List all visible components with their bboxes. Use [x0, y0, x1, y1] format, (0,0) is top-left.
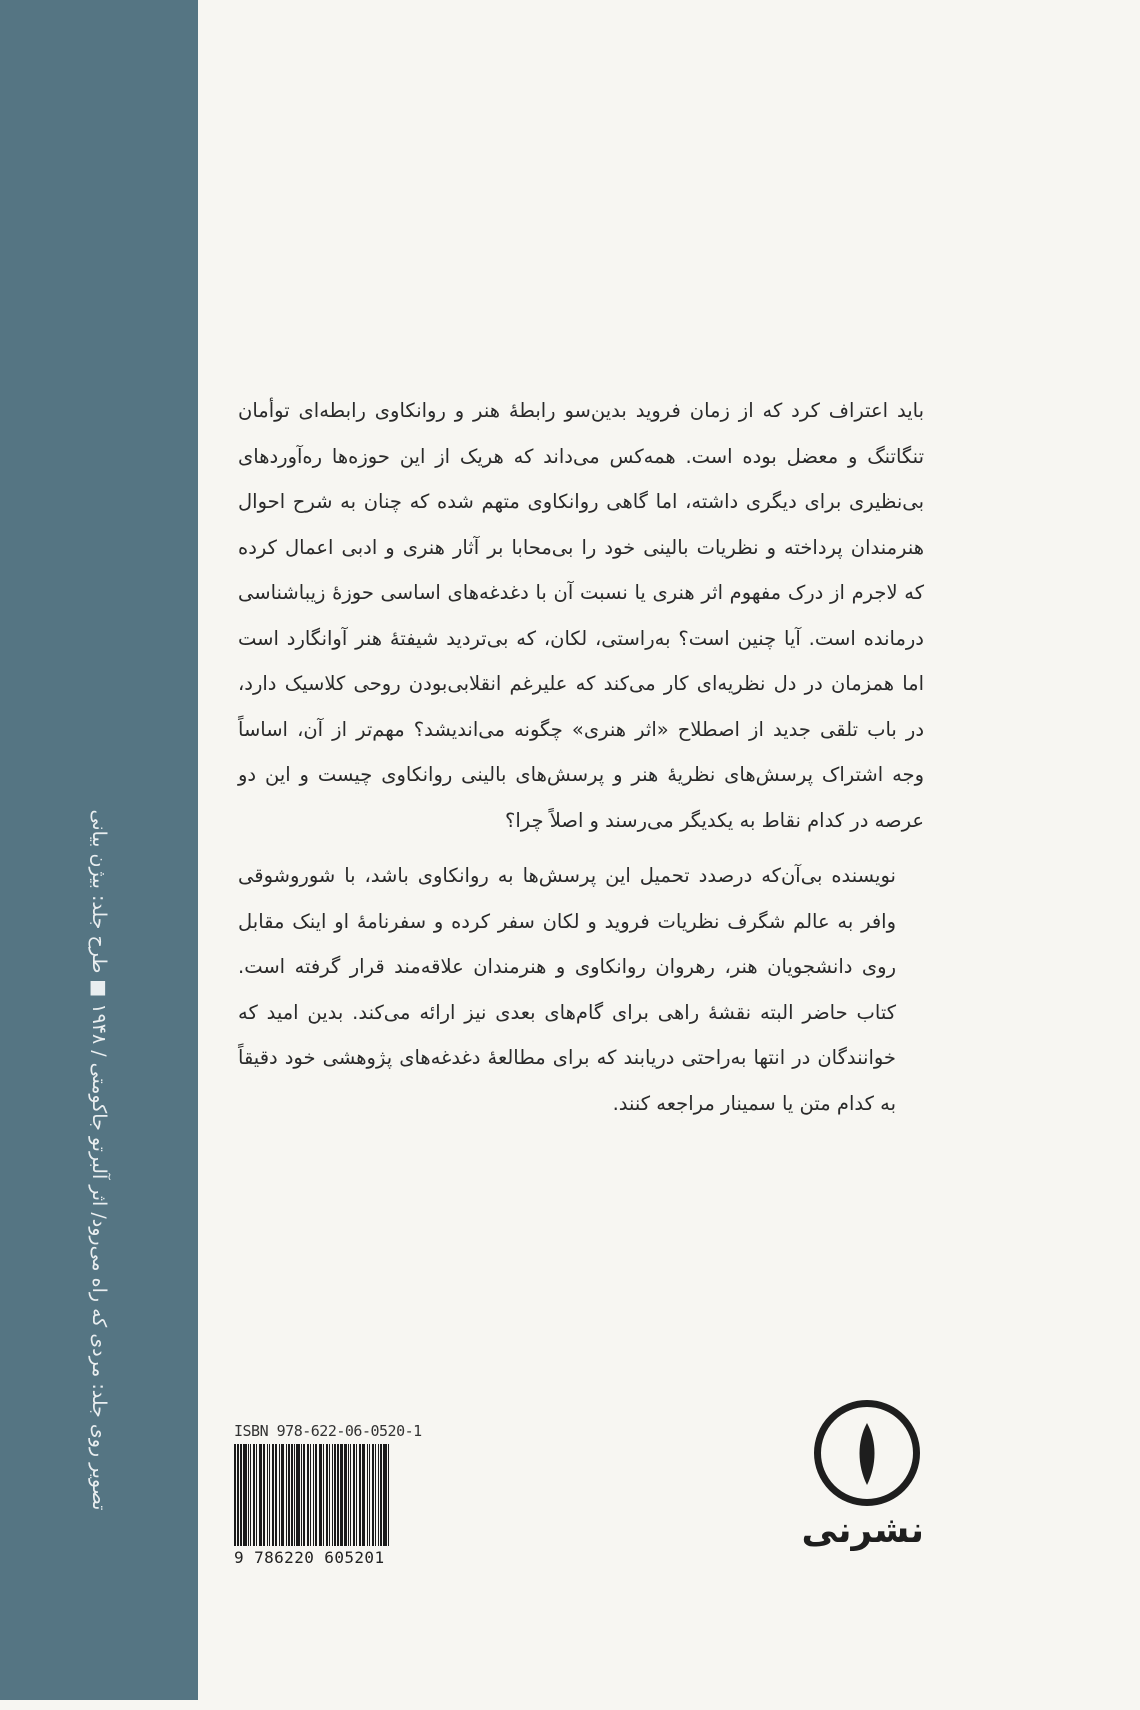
blurb-paragraph-1: باید اعتراف کرد که از زمان فروید بدین‌سو رابطهٔ هنر و روانکاوی رابطه‌ای توأمان تنگاتنگ و معضل بوده است. همه‌کس می‌داند که هریک از این حوزه‌ها ره‌آوردهای بی‌نظیری برای دیگری داشته، اما گاهی روانکاوی متهم شده که چنان به شرح احوال هنرمندان پرداخته و نظریات بالینی خود را بی‌محابا بر آثار هنری و ادبی اعمال کرده که لاجرم از درک مفهوم اثر هنری یا نسبت آن با دغدغه‌های اساسی حوزهٔ زیباشناسی درمانده است. آیا چنین است؟ به‌راستی، لکان، که بی‌تردید شیفتهٔ هنر آوانگارد است اما همزمان در دل نظریه‌ای کار می‌کند که علیرغم انقلابی‌بودن روحی کلاسیک دارد، در باب تلقی جدید از اصطلاح «اثر هنری» چگونه می‌اندیشد؟ مهم‌تر از آن، اساساً وجه اشتراک پرسش‌های نظریهٔ هنر و پرسش‌های بالینی روانکاوی چیست و این دو عرصه در کدام نقاط به یکدیگر می‌رسند و اصلاً چرا؟: [238, 399, 924, 832]
book-spine: [0, 0, 198, 1700]
isbn-label: ISBN 978-622-06-0520-1: [234, 1422, 422, 1440]
publisher-name: نشرنی: [801, 1510, 924, 1551]
blurb-text: [238, 388, 924, 1126]
blurb-paragraph-2: نویسنده بی‌آن‌که درصدد تحمیل این پرسش‌ها به روانکاوی باشد، با شوروشوقی وافر به عالم شگرف نظریات فروید و لکان سفر کرده و سفرنامهٔ او اینک مقابل روی دانشجویان هنر، رهروان روانکاوی و هنرمندان علاقه‌مند قرار گرفته است. کتاب حاضر البته نقشهٔ راهی برای گام‌های بعدی نیز ارائه می‌کند. بدین امید که خوانندگان در انتها به‌راحتی دریابند که برای مطالعهٔ دغدغه‌های پژوهشی خود دقیقاً به کدام متن یا سمینار مراجعه کنند.: [238, 864, 896, 1115]
reed-logo-icon: [814, 1400, 920, 1506]
barcode-block: [234, 1422, 422, 1567]
publisher-logo: [801, 1400, 924, 1551]
cover-credit-text: تصویر روی جلد: مردی که راه می‌رود/ اثر آلبرتو جاکومتی / ۱۹۴۸ ■ طرح جلد: بیژن بیانی: [88, 809, 110, 1511]
ean-number: 9 786220 605201: [234, 1548, 385, 1567]
barcode-bars: [234, 1444, 422, 1546]
